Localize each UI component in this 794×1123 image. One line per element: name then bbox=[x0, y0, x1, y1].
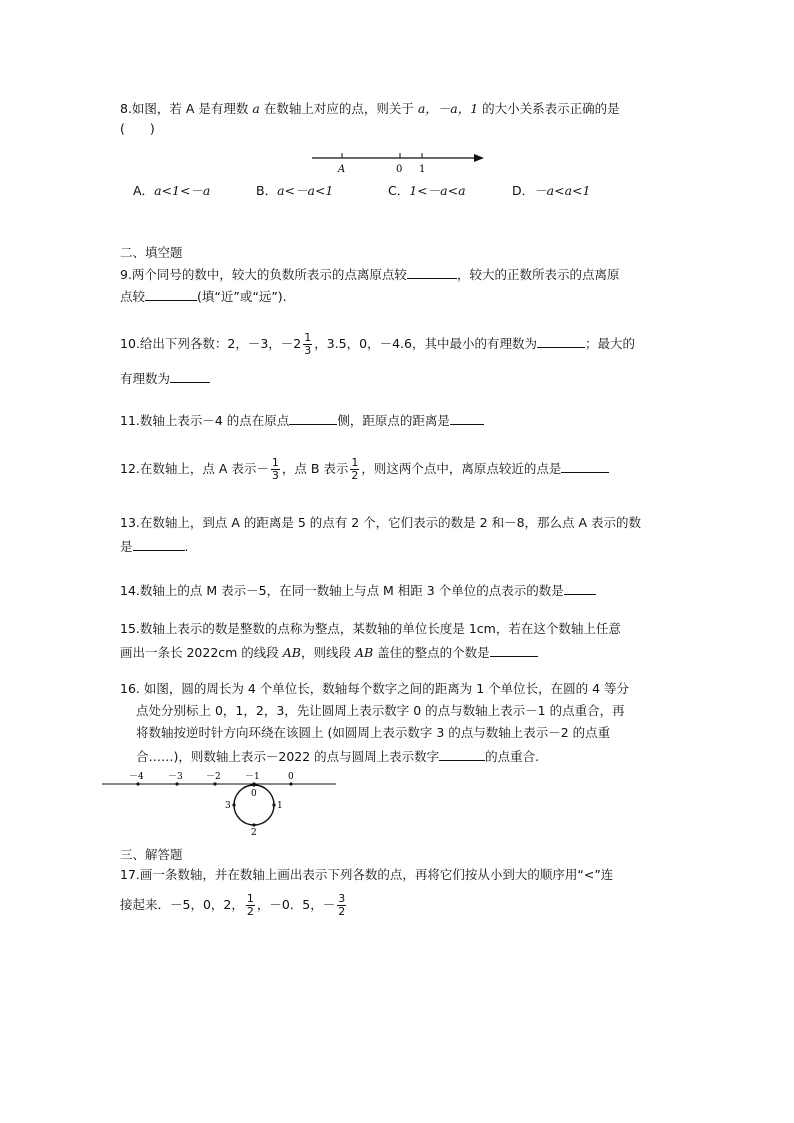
q13-line2: 是 . bbox=[120, 536, 189, 556]
answer-blank[interactable] bbox=[289, 410, 337, 425]
q8-paren: ( ) bbox=[120, 121, 155, 136]
fraction: $\frac{1}{2}$ bbox=[246, 892, 254, 918]
q15-line2: 画出一条长 2022cm 的线段 AB，则线段 AB 盖住的整点的个数是 bbox=[120, 642, 538, 662]
q16-line3: 将数轴按逆时针方向环绕在该圆上 (如圆周上表示数字 3 的点与数轴上表示－2 的点重 bbox=[136, 725, 611, 740]
q12-line: 12.在数轴上，点 A 表示－ $\frac{1}{3}$ ，点 B 表示 $\frac{1}{2}$ ，则这两个点中，离原点较近的点是 bbox=[120, 454, 609, 484]
q8-option-d[interactable]: D．－a<a<1 bbox=[512, 183, 591, 198]
fraction: $\frac{1}{2}$ bbox=[351, 456, 359, 482]
q17-line2: 接起来．－5，0，2， $\frac{1}{2}$ ，－0．5，－ $\frac{3}{2}$ bbox=[120, 892, 346, 918]
fraction: $\frac{1}{3}$ bbox=[304, 331, 312, 357]
q9-line2: 点较 (填“近”或“远”). bbox=[120, 286, 287, 306]
answer-blank[interactable] bbox=[133, 536, 185, 551]
circle-label-1: 1 bbox=[277, 801, 283, 811]
fraction: $\frac{3}{2}$ bbox=[338, 892, 346, 918]
q8-option-c[interactable]: C．1<－a<a bbox=[388, 183, 466, 198]
section-title-solve: 三、解答题 bbox=[120, 847, 183, 862]
q8-label-0: 0 bbox=[396, 164, 403, 175]
answer-blank[interactable] bbox=[564, 580, 596, 595]
answer-blank[interactable] bbox=[407, 264, 457, 279]
answer-blank[interactable] bbox=[561, 458, 609, 473]
answer-blank[interactable] bbox=[145, 286, 197, 301]
axis-label-neg3: －3 bbox=[168, 772, 183, 782]
q8-label-1: 1 bbox=[419, 164, 426, 175]
q16-line1: 16. 如图，圆的周长为 4 个单位长，数轴每个数字之间的距离为 1 个单位长，在圆的 4 等分 bbox=[120, 681, 630, 696]
q11-line: 11.数轴上表示－4 的点在原点 侧，距原点的距离是 bbox=[120, 410, 484, 430]
axis-label-neg4: －4 bbox=[129, 772, 144, 782]
q10-line2: 有理数为 bbox=[120, 368, 210, 388]
circle-label-2: 2 bbox=[251, 828, 257, 838]
section-title-fill-in: 二、填空题 bbox=[120, 245, 183, 260]
answer-blank[interactable] bbox=[439, 746, 485, 761]
axis-label-neg1: －1 bbox=[245, 772, 260, 782]
circle-label-0: 0 bbox=[251, 789, 257, 799]
q13-line1: 13.在数轴上，到点 A 的距离是 5 的点有 2 个，它们表示的数是 2 和－8，那么点 A 表示的数 bbox=[120, 515, 642, 530]
fraction: $\frac{1}{3}$ bbox=[271, 456, 279, 482]
q14-line: 14.数轴上的点 M 表示－5，在同一数轴上与点 M 相距 3 个单位的点表示的数是 bbox=[120, 580, 596, 600]
q8-label-a: A bbox=[338, 164, 346, 175]
answer-blank[interactable] bbox=[537, 333, 585, 348]
q8-number-line bbox=[308, 148, 488, 176]
answer-blank[interactable] bbox=[490, 642, 538, 657]
q16-circle-diagram bbox=[100, 770, 340, 840]
answer-blank[interactable] bbox=[170, 368, 210, 383]
axis-label-0: 0 bbox=[288, 772, 294, 782]
answer-blank[interactable] bbox=[450, 410, 484, 425]
q10-line1: 10.给出下列各数：2，－3，－2 $\frac{1}{3}$ ，3.5，0，－4.6，其中最小的有理数为 ；最大的 bbox=[120, 331, 635, 357]
circle-label-3: 3 bbox=[225, 801, 231, 811]
q8-line1: 8.如图，若 A 是有理数 a 在数轴上对应的点，则关于 a，－a，1 的大小关系表示正确的是 bbox=[120, 101, 620, 116]
q8-option-a[interactable]: A．a<1<－a bbox=[133, 183, 211, 198]
q15-line1: 15.数轴上表示的数是整数的点称为整点，某数轴的单位长度是 1cm，若在这个数轴上任意 bbox=[120, 621, 621, 636]
q16-line2: 点处分别标上 0，1，2，3，先让圆周上表示数字 0 的点与数轴上表示－1 的点重合，再 bbox=[136, 703, 625, 718]
q9-line1: 9.两个同号的数中，较大的负数所表示的点离原点较 ，较大的正数所表示的点离原 bbox=[120, 264, 619, 284]
axis-label-neg2: －2 bbox=[206, 772, 221, 782]
q8-option-b[interactable]: B．a<－a<1 bbox=[256, 183, 334, 198]
q17-line1: 17.画一条数轴，并在数轴上画出表示下列各数的点，再将它们按从小到大的顺序用“<”连 bbox=[120, 867, 614, 882]
q16-line4: 合……)，则数轴上表示－2022 的点与圆周上表示数字 的点重合. bbox=[136, 746, 539, 766]
